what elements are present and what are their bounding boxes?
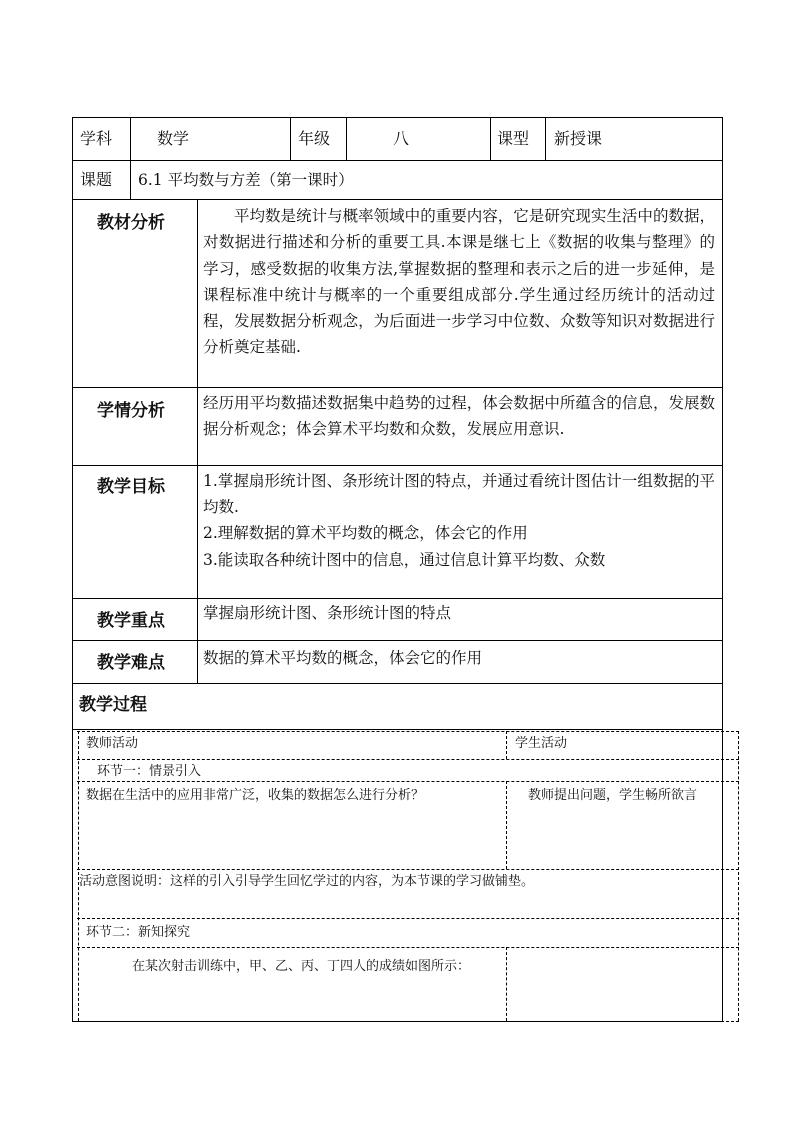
process-dash-col [506,947,507,1021]
teaching-goal-item: 2.理解数据的算术平均数的概念，体会它的作用 [203,524,528,542]
process-dash-line [77,1021,739,1022]
table-top-border [72,117,722,118]
teacher-activity-header: 教师活动 [86,736,139,751]
row-divider [72,199,722,200]
lesson-type-value: 新授课 [554,129,603,148]
intro-student-activity: 教师提出问题，学生畅所欲言 [528,788,698,803]
difficulty-label: 教学难点 [97,653,165,673]
row-divider [72,465,722,466]
difficulty-text: 数据的算术平均数的概念，体会它的作用 [203,649,483,667]
process-dash-line [77,759,739,760]
key-point-text: 掌握扇形统计图、条形统计图的特点 [203,604,452,622]
stage-two-title: 环节二：新知探究 [86,925,191,940]
col-divider [490,117,491,160]
col-divider [290,117,291,160]
process-dash-line [77,947,739,948]
subject-value: 数学 [157,129,190,148]
grade-value: 八 [393,129,410,148]
process-dash-line [77,869,739,870]
activity-intent: 活动意图说明：这样的引入引导学生回忆学过的内容，为本节课的学习做铺垫。 [79,874,535,889]
material-analysis-text: 平均数是统计与概率领域中的重要内容，它是研究现实生活中的数据，对数据进行描述和分析的重要工具.本课是继七上《数据的收集与整理》的学习，感受数据的收集方法,掌握数据的整理和表示之后的进一步延伸，是课程标准中统计与概率的一个重要组成部分.学生通过经历统计的活动过程，发展数据分析观念，为后面进一步学习中位数、众数等知识对数据进行分析奠定基础. [203,207,715,357]
material-analysis-label: 教材分析 [97,213,165,233]
table-right-border [722,117,723,1022]
process-dash-col [506,731,507,759]
row-divider [72,640,722,641]
teaching-goals-label: 教学目标 [97,477,165,497]
col-divider [197,199,198,683]
row-divider [72,683,722,684]
teaching-goal-item: 3.能读取各种统计图中的信息，通过信息计算平均数、众数 [203,551,606,569]
grade-label: 年级 [298,129,331,148]
process-dash-col [738,731,739,1021]
row-divider [72,598,722,599]
col-divider [130,117,131,199]
process-title: 教学过程 [79,695,147,715]
shooting-question: 在某次射击训练中，甲、乙、丙、丁四人的成绩如图所示： [132,959,471,974]
process-dash-col [506,781,507,869]
teaching-goal-item: 1.掌握扇形统计图、条形统计图的特点，并通过看统计图估计一组数据的平均数. [203,472,715,517]
process-dash-line [77,781,739,782]
row-divider [72,160,722,161]
col-divider [346,117,347,160]
lesson-type-label: 课型 [497,129,530,148]
row-divider [72,387,722,388]
stage-one-title: 环节一：情景引入 [97,764,202,779]
row-divider [72,729,722,730]
student-analysis-text: 经历用平均数描述数据集中趋势的过程，体会数据中所蕴含的信息，发展数据分析观念；体会算术平均数和众数，发展应用意识. [203,394,715,439]
col-divider [545,117,546,160]
student-analysis-label: 学情分析 [97,401,165,421]
topic-label: 课题 [80,170,113,189]
subject-label: 学科 [80,129,113,148]
process-dash-line [77,918,739,919]
process-dash-line [77,731,739,732]
intro-question: 数据在生活中的应用非常广泛，收集的数据怎么进行分析？ [86,788,425,803]
topic-value: 6.1 平均数与方差（第一课时） [138,171,354,189]
key-point-label: 教学重点 [97,611,165,631]
table-left-border [72,117,73,1022]
student-activity-header: 学生活动 [515,736,568,751]
